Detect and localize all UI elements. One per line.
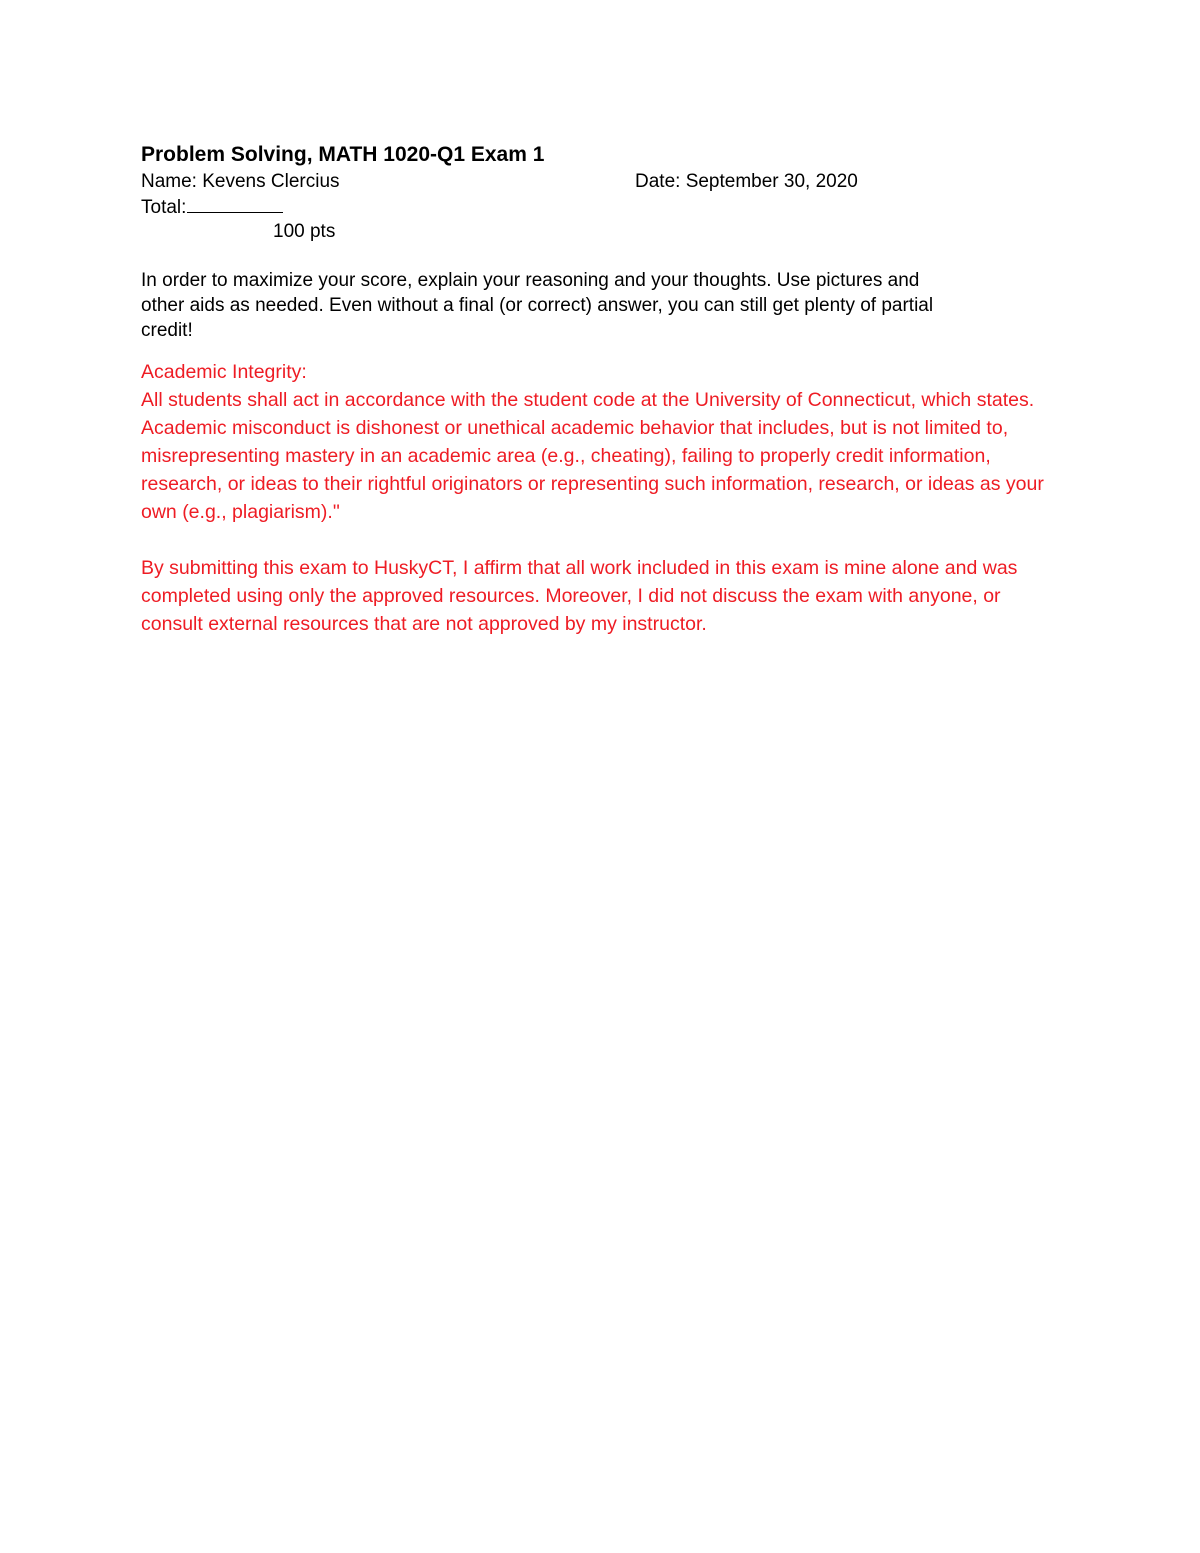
- student-name: Name: Kevens Clercius: [141, 171, 340, 192]
- exam-page: [141, 141, 1151, 638]
- exam-title: Problem Solving, MATH 1020-Q1 Exam 1: [141, 143, 545, 166]
- affirmation-statement: By submitting this exam to HuskyCT, I affirm that all work included in this exam is mine alone and was completed using only the approved resources. Moreover, I did not discuss the exam with anyone, or consult external resources that are not approved by my instructor.: [141, 557, 1018, 635]
- name-date-row: [141, 169, 1151, 194]
- total-score-blank: [187, 194, 283, 213]
- points-row: [141, 219, 1151, 244]
- total-label: Total:: [141, 197, 187, 218]
- total-row: [141, 194, 1151, 219]
- exam-date: Date: September 30, 2020: [635, 171, 858, 192]
- academic-integrity-heading: Academic Integrity:: [141, 361, 307, 383]
- instructions-paragraph: In order to maximize your score, explain your reasoning and your thoughts. Use pictures and other aids as needed. Even without a final (or correct) answer, you can still get plenty of partial credit!: [141, 270, 934, 341]
- total-points: 100 pts: [273, 221, 336, 242]
- academic-integrity-statement: All students shall act in accordance with the student code at the University of Connecticut, which states. Academic misconduct is dishonest or unethical academic behavior that includes, but is not limited to, misrepresenting mastery in an academic area (e.g., cheating), failing to properly credit information, research, or ideas to their rightful originators or representing such information, research, or ideas as your own (e.g., plagiarism).": [141, 389, 1044, 523]
- academic-integrity-section: [141, 358, 1151, 526]
